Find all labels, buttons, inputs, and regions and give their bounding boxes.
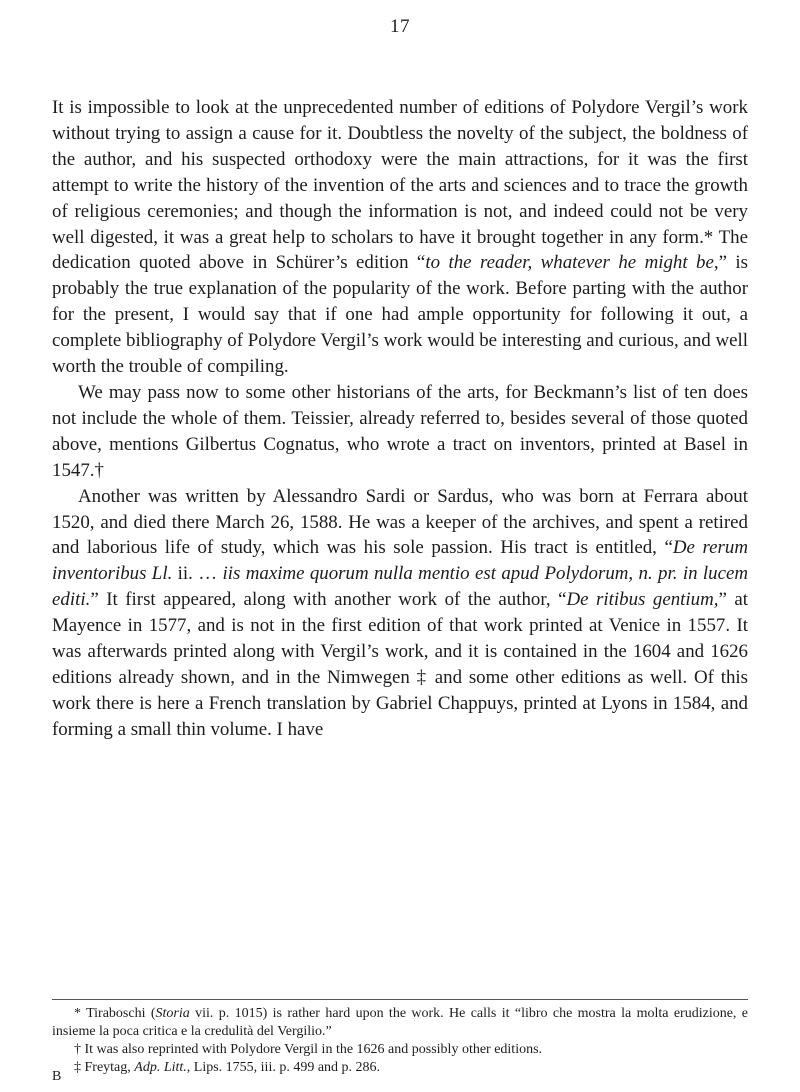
text-run: vii. p. 1015) is rather hard upon the work. He calls it “libro che mostra la molta erudizione, e insieme la poca critica e la credulità del Vergilio.”	[52, 1006, 748, 1039]
text-run: † It was also reprinted with Polydore Vergil in the 1626 and possibly other editions.	[74, 1042, 543, 1057]
footnote	[52, 1059, 748, 1077]
italic-run: De rerum inventoribus Ll.	[52, 537, 748, 585]
page-number: 17	[390, 16, 410, 37]
footnote	[52, 1041, 748, 1059]
text-run: It is impossible to look at the unprecedented number of editions of Polydore Vergil’s work without trying to assign a cause for it. Doubtless the novelty of the subject, the boldness of the author, and his suspected orthodoxy were the main attractions, for it was the first attempt to write the history of the invention of the arts and sciences and to trace the growth of religious ceremonies; and though the information is not, and indeed could not be very well digested, it was a great help to scholars to have it brought together in any form.* The dedication quoted above in Schürer’s edition “	[52, 97, 748, 274]
paragraph	[52, 484, 748, 743]
text-run: ‡ Freytag,	[74, 1060, 135, 1075]
text-run: ii. …	[172, 563, 223, 585]
italic-run: De ritibus gentium,	[566, 589, 719, 611]
italic-run: iis maxime quorum nulla mentio est apud Polydorum, n. pr. in lucem editi.	[52, 563, 748, 611]
signature-mark: B	[52, 1069, 63, 1084]
text-run: Another was written by Alessandro Sardi or Sardus, who was born at Ferrara about 1520, and died there March 26, 1588. He was a keeper of the archives, and spent a retired and laborious life of study, which was his sole passion. His tract is entitled, “	[52, 485, 748, 559]
italic-run: Storia	[155, 1006, 190, 1021]
text-run: ” at Mayence in 1577, and is not in the first edition of that work printed at Venice in 1557. It was afterwards printed along with Vergil’s work, and it is contained in the 1604 and 1626 editions already shown, and in the Nimwegen ‡ and some other editions as well. Of this work there is here a French translation by Gabriel Chappuys, printed at Lyons in 1584, and forming a small thin volume. I have	[52, 589, 748, 740]
footnote	[52, 1005, 748, 1041]
text-run: We may pass now to some other historians of the arts, for Beckmann’s list of ten does not include the whole of them. Teissier, already referred to, besides several of those quoted above, mentions Gilbertus Cognatus, who wrote a tract on inventors, printed at Basel in 1547.†	[52, 381, 748, 481]
text-run: * Tiraboschi (	[74, 1006, 156, 1021]
italic-run: Adp. Litt.	[134, 1060, 187, 1075]
italic-run: to the reader, whatever he might be,	[425, 252, 719, 274]
text-run: ” It first appeared, along with another work of the author, “	[90, 589, 567, 611]
paragraph	[52, 380, 748, 484]
footnote-divider	[52, 999, 748, 1000]
text-run: , Lips. 1755, iii. p. 499 and p. 286.	[186, 1060, 381, 1075]
footnotes	[52, 1005, 748, 1077]
main-text	[52, 95, 748, 743]
paragraph	[52, 95, 748, 380]
text-run: ” is probably the true explanation of the popularity of the work. Before parting with the author for the present, I would say that if one had ample opportunity for following it out, a complete bibliography of Polydore Vergil’s work would be interesting and curious, and well worth the trouble of compiling.	[52, 252, 748, 378]
